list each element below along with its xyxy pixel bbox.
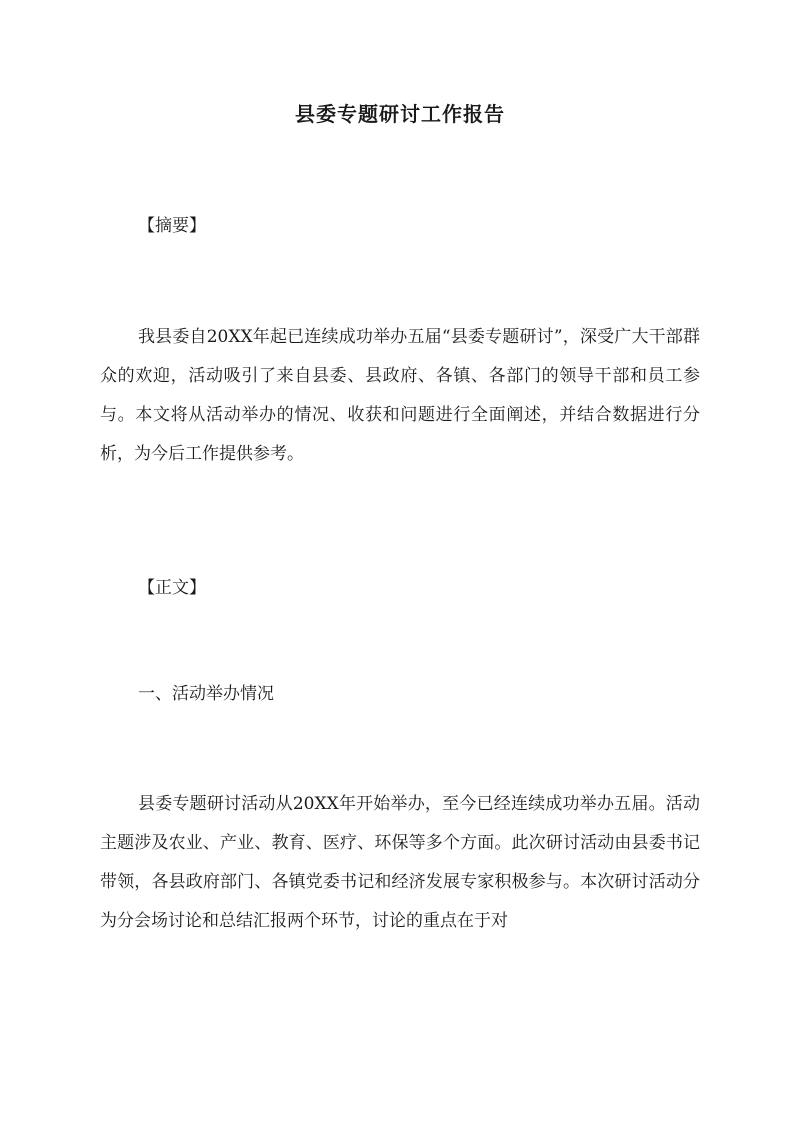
abstract-paragraph: 我县委自20XX年起已连续成功举办五届“县委专题研讨”，深受广大干部群众的欢迎，活动吸引了来自县委、县政府、各镇、各部门的领导干部和员工参与。本文将从活动举办的情况、收获和问题进行全面阐述，并结合数据进行分析，为今后工作提供参考。 (100, 327, 700, 464)
abstract-label: 【摘要】 (138, 216, 206, 236)
body-label: 【正文】 (138, 578, 206, 598)
section-heading: 一、活动举办情况 (138, 684, 274, 704)
document-title: 县委专题研讨工作报告 (295, 102, 505, 126)
section-paragraph: 县委专题研讨活动从20XX年开始举办，至今已经连续成功举办五届。活动主题涉及农业、产业、教育、医疗、环保等多个方面。此次研讨活动由县委书记带领，各县政府部门、各镇党委书记和经济发展专家积极参与。本次研讨活动分为分会场讨论和总结汇报两个环节，讨论的重点在于对 (100, 794, 700, 931)
